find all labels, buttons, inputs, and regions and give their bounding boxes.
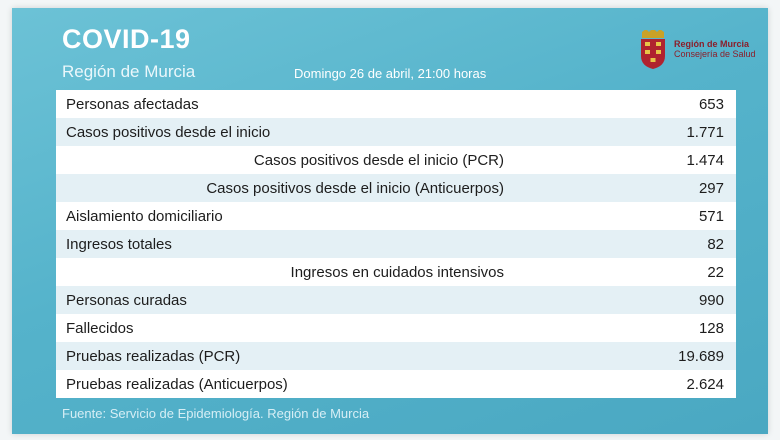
row-value: 128 [698, 319, 724, 337]
row-label: Casos positivos desde el inicio (Anticuerpos) [206, 179, 504, 197]
slide [12, 8, 768, 434]
table-row [56, 258, 736, 286]
row-label: Ingresos en cuidados intensivos [290, 263, 504, 281]
region-logo [638, 30, 756, 70]
table-row [56, 118, 736, 146]
row-label: Personas curadas [66, 291, 187, 309]
row-label: Personas afectadas [66, 95, 199, 113]
table-row [56, 174, 736, 202]
logo-line-department: Consejería de Salud [674, 49, 756, 59]
page-title: COVID-19 [62, 24, 191, 54]
region-subtitle: Región de Murcia [62, 62, 196, 81]
table-row [56, 90, 736, 118]
table-row [56, 230, 736, 258]
table-row [56, 314, 736, 342]
statistics-table [56, 90, 736, 398]
row-label: Pruebas realizadas (PCR) [66, 347, 241, 365]
report-date: Domingo 26 de abril, 21:00 horas [294, 66, 487, 81]
row-value: 990 [698, 291, 724, 309]
table-row [56, 202, 736, 230]
table-row [56, 370, 736, 398]
row-label: Casos positivos desde el inicio [66, 123, 271, 141]
row-value: 1.474 [686, 151, 724, 169]
row-value: 1.771 [686, 123, 724, 141]
row-value: 297 [698, 179, 724, 197]
logo-line-region: Región de Murcia [674, 39, 750, 50]
table-row [56, 146, 736, 174]
row-value: 571 [698, 207, 724, 225]
row-value: 2.624 [686, 375, 724, 393]
row-label: Casos positivos desde el inicio (PCR) [253, 151, 504, 169]
row-label: Pruebas realizadas (Anticuerpos) [66, 375, 288, 393]
table-row [56, 342, 736, 370]
murcia-coat-of-arms-icon [638, 30, 668, 70]
row-value: 82 [707, 235, 724, 253]
row-value: 22 [707, 263, 724, 281]
row-label: Aislamiento domiciliario [66, 207, 223, 225]
row-label: Ingresos totales [66, 235, 172, 253]
table-row [56, 286, 736, 314]
row-value: 19.689 [678, 347, 724, 365]
row-value: 653 [698, 95, 724, 113]
row-label: Fallecidos [66, 319, 134, 337]
source-note: Fuente: Servicio de Epidemiología. Región de Murcia [62, 406, 370, 421]
